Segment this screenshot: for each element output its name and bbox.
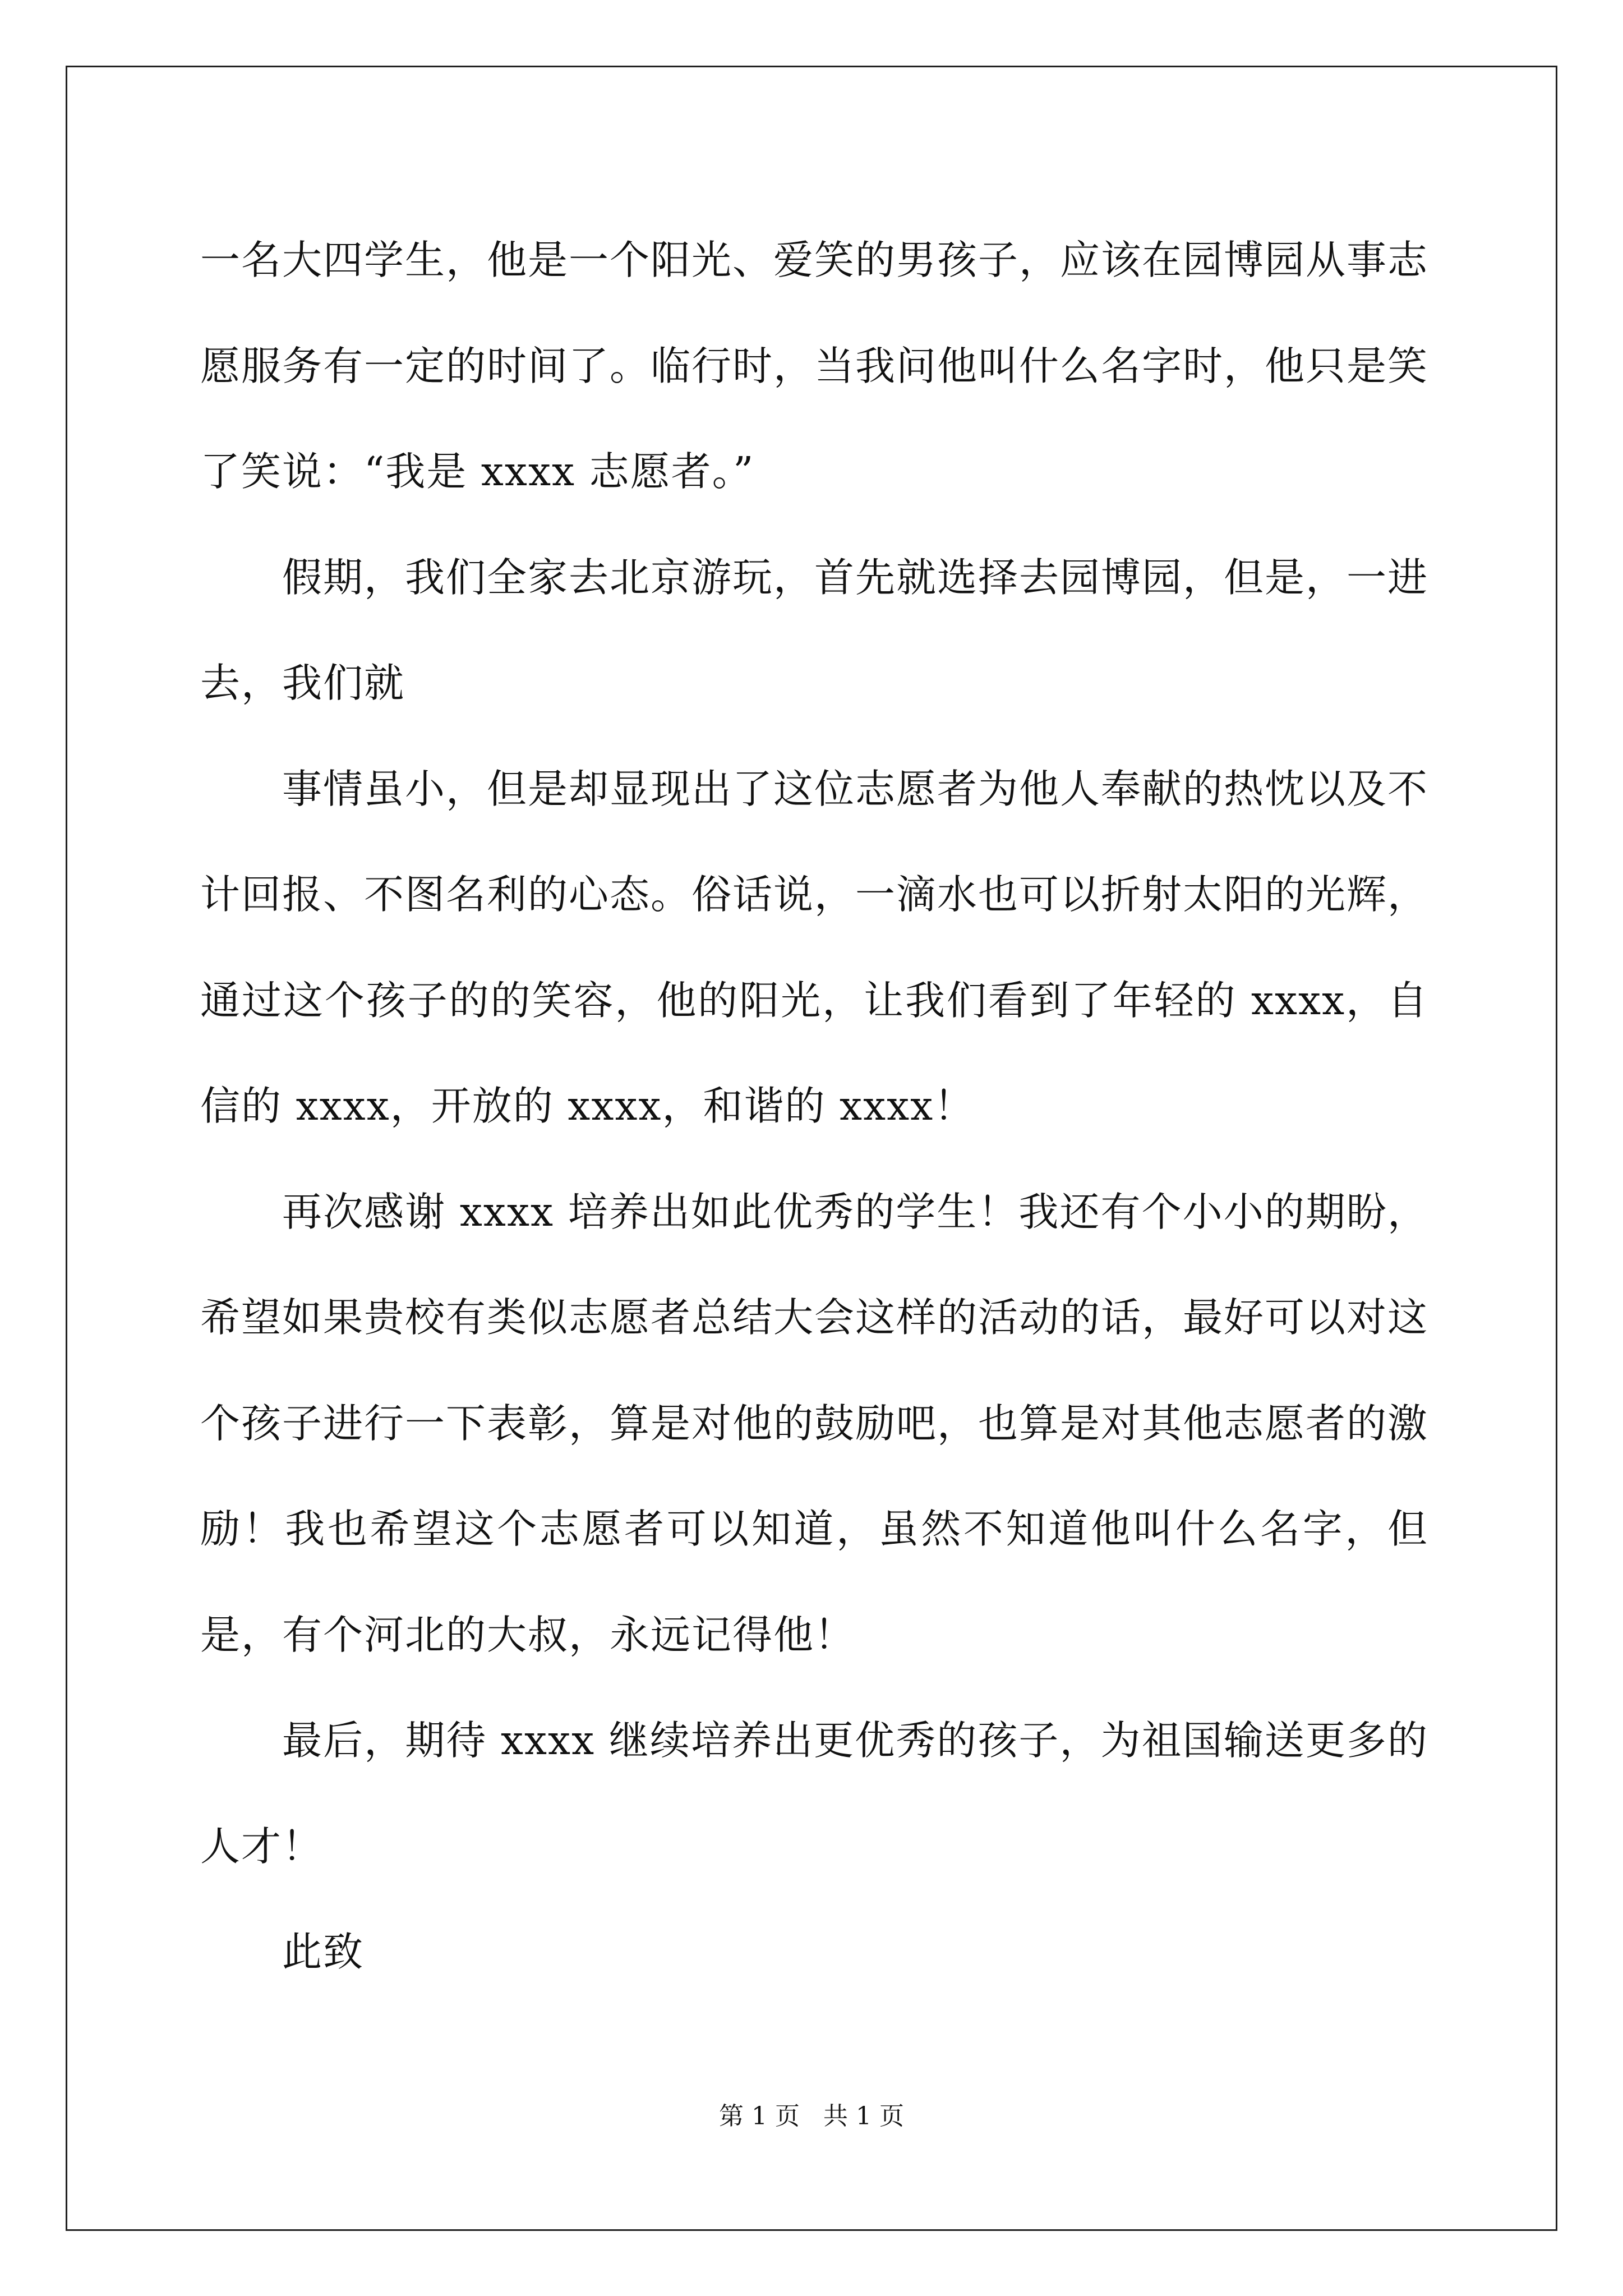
document-body [200, 208, 1428, 2005]
paragraph-4: 再次感谢 xxxx 培养出如此优秀的学生！我还有个小小的期盼，希望如果贵校有类似志愿者总结大会这样的活动的话，最好可以对这个孩子进行一下表彰，算是对他的鼓励吧，也算是对其他志愿者的激励！我也希望这个志愿者可以知道，虽然不知道他叫什么名字，但是，有个河北的大叔，永远记得他！ [200, 1188, 1429, 1658]
paragraph-5: 最后，期待 xxxx 继续培养出更优秀的孩子，为祖国输送更多的人才！ [200, 1717, 1428, 1870]
paragraph-1: 一名大四学生，他是一个阳光、爱笑的男孩子，应该在园博园从事志愿服务有一定的时间了。临行时，当我问他叫什么名字时，他只是笑了笑说：“我是 xxxx 志愿者。” [200, 237, 1429, 495]
page-number-footer: 第 1 页 共 1 页 [719, 2102, 904, 2131]
paragraph-closing: 此致 [282, 1929, 365, 1975]
paragraph-2: 假期，我们全家去北京游玩，首先就选择去园博园，但是，一进去，我们就 [200, 554, 1429, 706]
paragraph-3: 事情虽小，但是却显现出了这位志愿者为他人奉献的热忱以及不计回报、不图名利的心态。俗话说，一滴水也可以折射太阳的光辉，通过这个孩子的的笑容，他的阳光，让我们看到了年轻的 xxxx，自信的 xxxx，开放的 xxxx，和谐的 xxxx！ [200, 765, 1429, 1129]
